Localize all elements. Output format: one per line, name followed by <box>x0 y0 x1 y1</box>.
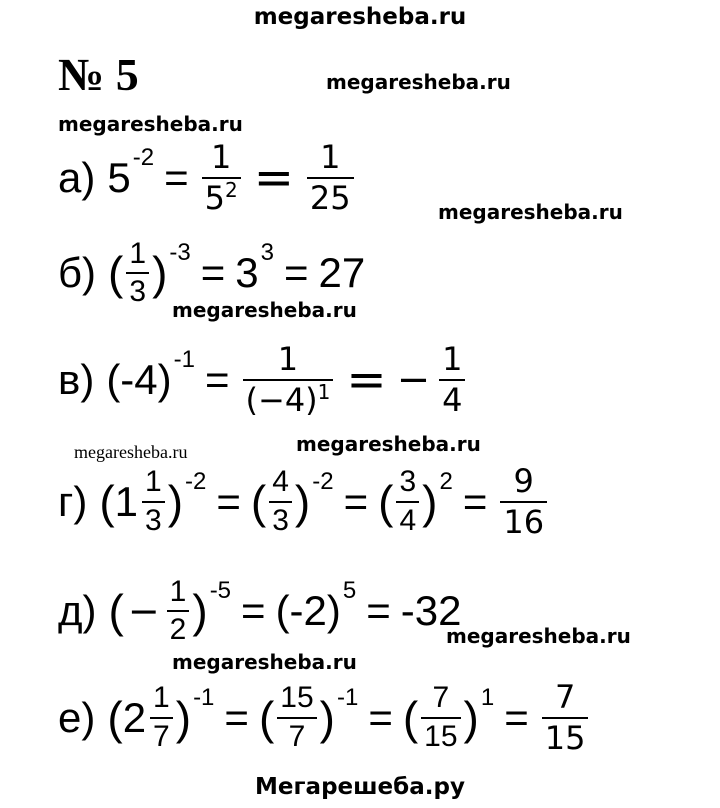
close-paren: ) <box>463 691 479 744</box>
numerator: 4 <box>272 465 289 499</box>
fraction-bar <box>269 501 292 503</box>
open-paren: ( <box>250 475 267 528</box>
exponent: 5 <box>342 577 357 605</box>
numerator: 7 <box>432 681 450 715</box>
open-paren: ( <box>107 691 123 744</box>
whole-part: 2 <box>122 693 147 741</box>
denominator: $(-4)^1$ <box>245 379 331 419</box>
whole-part: 1 <box>114 477 138 525</box>
watermark: megaresheba.ru <box>446 624 631 648</box>
fraction-bar <box>396 501 419 503</box>
item-label: а) <box>58 153 96 201</box>
equals-sign: = <box>462 477 488 525</box>
fraction <box>307 140 354 215</box>
exponent: 1 <box>480 683 495 711</box>
base: 5 <box>107 153 131 201</box>
minus-sign: − <box>127 589 160 634</box>
exponent: 2 <box>439 467 453 495</box>
watermark-top: megaresheba.ru <box>253 4 467 30</box>
close-paren: ) <box>319 691 335 744</box>
equals-sign: = <box>200 249 226 297</box>
item-label: в) <box>58 355 95 403</box>
denominator: 7 <box>153 719 170 753</box>
numerator: 1 <box>153 681 170 715</box>
base-expression: (-4) <box>106 355 172 403</box>
equation-g <box>58 464 550 539</box>
watermark: megaresheba.ru <box>74 442 188 462</box>
denominator: 15 <box>544 718 586 757</box>
numerator: 1 <box>145 465 162 499</box>
exponent: -2 <box>312 467 334 495</box>
fraction-bar <box>142 501 165 503</box>
problem-number: № 5 <box>58 49 139 100</box>
result: 27 <box>318 249 366 297</box>
exponent: -1 <box>173 345 195 373</box>
watermark: megaresheba.ru <box>296 432 481 456</box>
fraction-bar <box>150 717 173 719</box>
numerator: 1 <box>129 237 147 270</box>
item-label: д) <box>58 587 97 635</box>
equation-d <box>58 576 461 647</box>
exponent: -5 <box>209 577 232 605</box>
watermark: megaresheba.ru <box>172 650 357 674</box>
numerator: 1 <box>277 340 299 378</box>
equation-a <box>58 140 357 215</box>
denominator: 3 <box>272 503 289 537</box>
exponent: -2 <box>185 467 207 495</box>
equals-sign: = <box>253 149 294 206</box>
exponent: -1 <box>336 683 359 711</box>
equals-sign: = <box>366 587 391 635</box>
numerator: 3 <box>399 465 417 499</box>
open-paren: ( <box>258 691 275 744</box>
equals-sign: = <box>343 477 369 525</box>
fraction <box>542 680 589 755</box>
denominator: 16 <box>503 502 545 541</box>
close-paren: ) <box>192 585 208 638</box>
denominator: 4 <box>399 503 417 537</box>
open-paren: ( <box>378 475 394 528</box>
denominator: 15 <box>424 719 458 753</box>
watermark: megaresheba.ru <box>438 200 623 224</box>
equals-sign: = <box>164 153 189 201</box>
fraction <box>202 140 241 215</box>
numerator: 7 <box>554 678 576 716</box>
open-paren: ( <box>108 247 124 300</box>
equals-sign: = <box>204 355 230 403</box>
numerator: 1 <box>320 138 341 176</box>
fraction-bar <box>421 717 460 719</box>
equals-sign: = <box>368 693 393 741</box>
denominator: 3 <box>145 503 162 537</box>
close-paren: ) <box>175 691 192 744</box>
close-paren: ) <box>422 475 438 528</box>
watermark-bottom: Мегарешеба.ру <box>255 774 465 800</box>
close-paren: ) <box>167 475 184 528</box>
fraction <box>396 466 419 537</box>
minus-sign: − <box>396 356 431 403</box>
item-label: б) <box>58 249 97 297</box>
fraction <box>421 682 460 753</box>
numerator: 1 <box>169 575 187 608</box>
denominator: $5^2$ <box>204 177 238 217</box>
fraction <box>269 466 292 537</box>
base-expression: (-2) <box>275 587 341 635</box>
close-paren: ) <box>152 247 168 300</box>
watermark: megaresheba.ru <box>58 112 243 136</box>
fraction-bar <box>277 717 316 719</box>
equation-v <box>58 342 468 417</box>
denominator: 2 <box>169 613 187 647</box>
equals-sign: = <box>346 351 387 408</box>
fraction <box>243 342 334 417</box>
equals-sign: = <box>504 693 529 741</box>
equals-sign: = <box>216 477 241 525</box>
close-paren: ) <box>294 475 311 528</box>
fraction <box>439 342 465 417</box>
open-paren: ( <box>108 585 124 638</box>
fraction-bar <box>167 610 190 612</box>
numerator: 15 <box>280 681 314 715</box>
watermark: megaresheba.ru <box>326 70 511 94</box>
equals-sign: = <box>224 693 249 741</box>
watermark: megaresheba.ru <box>172 298 357 322</box>
denominator: 4 <box>442 380 463 419</box>
equation-e <box>58 680 591 755</box>
numerator: 9 <box>513 462 534 500</box>
base: 3 <box>235 249 259 297</box>
exponent: -1 <box>193 683 215 711</box>
fraction <box>150 682 173 753</box>
fraction-bar <box>126 272 149 274</box>
result: -32 <box>400 587 462 635</box>
numerator: 1 <box>442 340 463 378</box>
fraction <box>500 464 547 539</box>
item-label: е) <box>58 693 96 741</box>
exponent: -3 <box>169 239 191 267</box>
exponent: -2 <box>132 143 155 171</box>
equals-sign: = <box>241 587 266 635</box>
fraction <box>277 682 316 753</box>
open-paren: ( <box>99 475 115 528</box>
equals-sign: = <box>283 249 309 297</box>
item-label: г) <box>58 477 88 525</box>
denominator: 25 <box>309 178 351 217</box>
numerator: 1 <box>210 138 232 176</box>
fraction <box>167 576 190 647</box>
denominator: 7 <box>288 719 306 753</box>
fraction <box>126 238 149 309</box>
exponent: 3 <box>260 239 274 267</box>
fraction <box>142 466 165 537</box>
denominator: 3 <box>129 275 147 309</box>
open-paren: ( <box>402 691 419 744</box>
